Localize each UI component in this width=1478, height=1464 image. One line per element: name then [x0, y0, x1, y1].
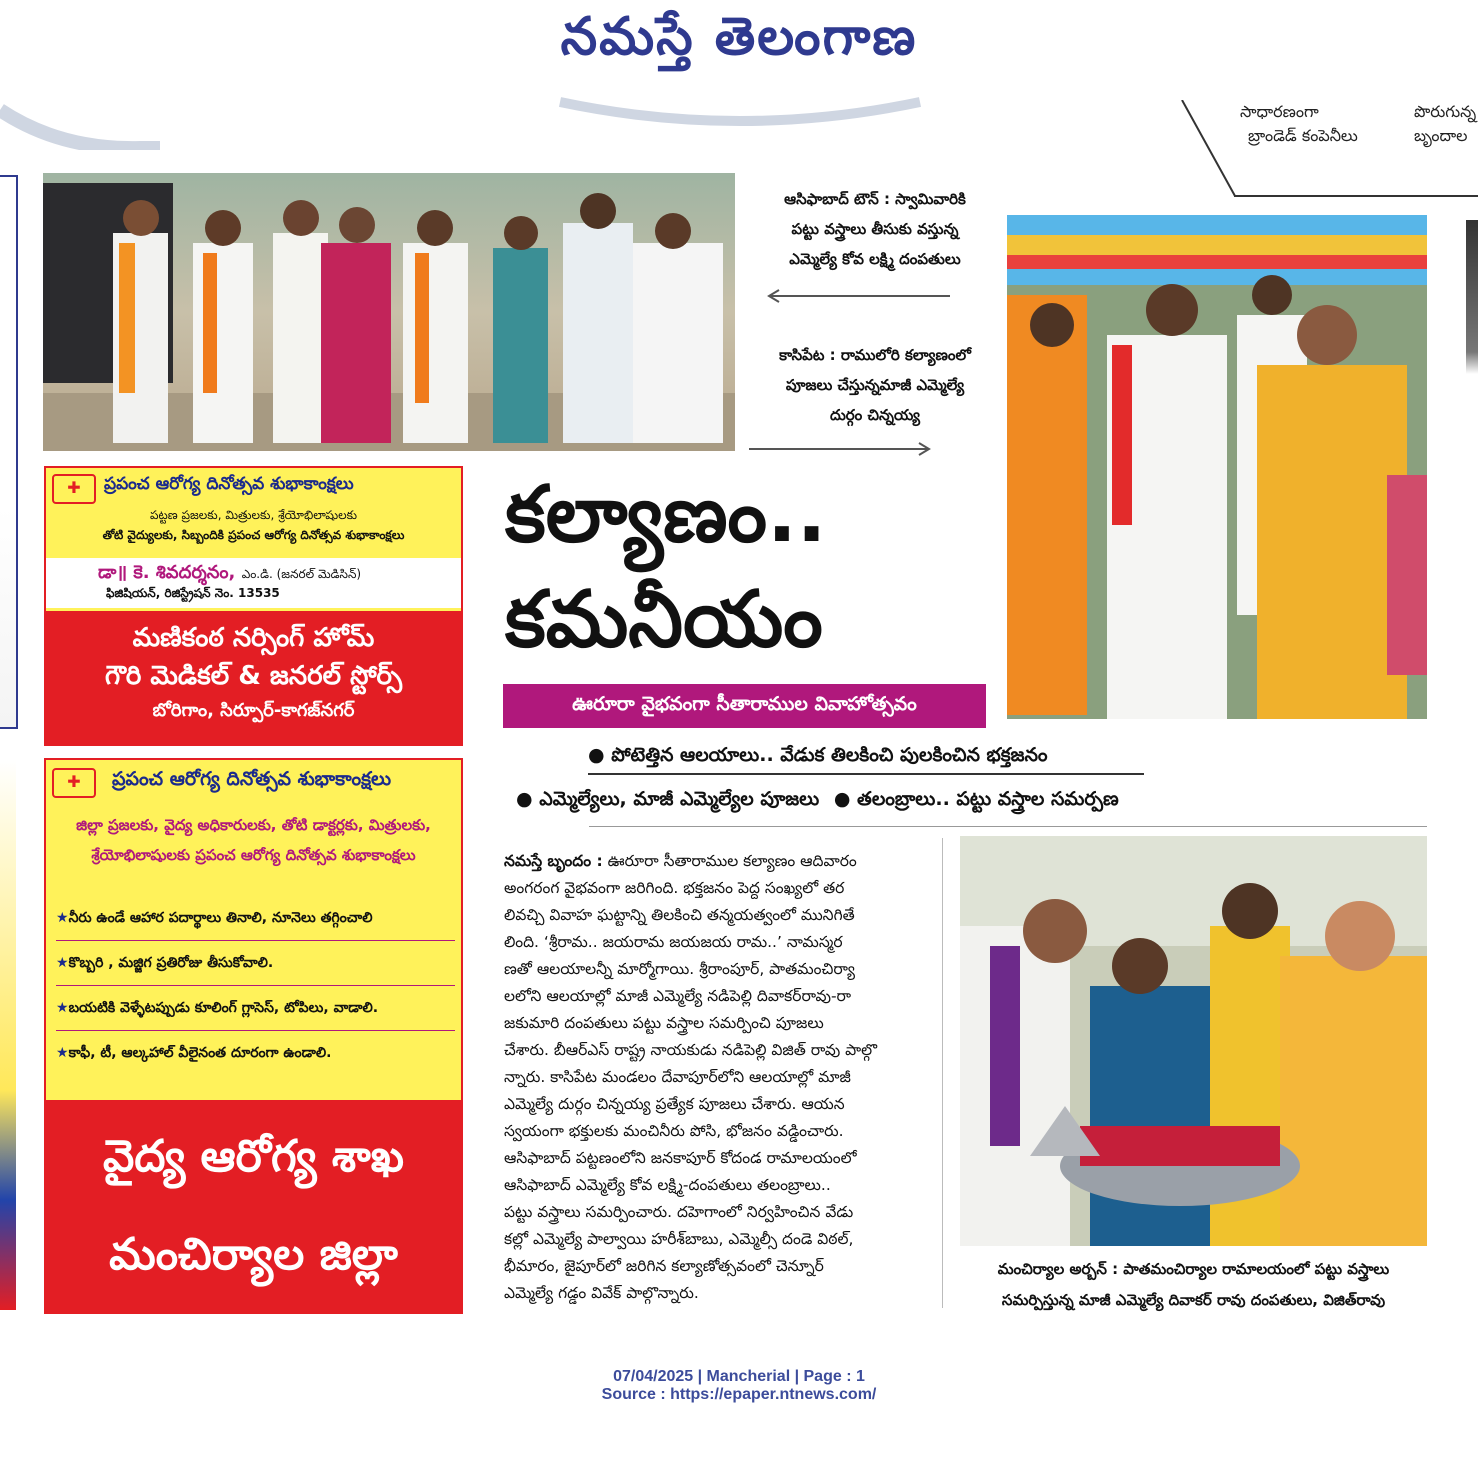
body-line: న్నారు. కాసిపేట మండలం దేవాపూర్‌లోని ఆలయాల్లో మాజీ	[504, 1068, 851, 1086]
story-body	[504, 848, 924, 1307]
district-name: మంచిర్యాల జిల్లా	[109, 1229, 398, 1280]
arrow-right-icon	[745, 441, 935, 457]
ad-yellow-panel	[46, 760, 461, 1100]
caption-line: కాసిపేట : రాములోరి కల్యాణంలో	[779, 346, 971, 364]
doctor-name	[98, 562, 361, 587]
tip-text: కొబ్బరి , మజ్జిగ ప్రతిరోజు తీసుకోవాలి.	[68, 955, 274, 971]
teaser-text: సాధారణంగా	[1240, 102, 1319, 121]
business-address: బోరిగాం, సిర్పూర్-కాగజ్‌నగర్	[152, 700, 355, 721]
caption-line: మంచిర్యాల అర్బన్ : పాతమంచిర్యాల రామాలయంలో పట్టు వస్త్రాలు	[997, 1260, 1390, 1278]
caption-kasipet	[745, 340, 1005, 430]
star-bullet-icon: ★	[56, 955, 69, 971]
photo-asifabad-procession	[43, 173, 735, 451]
caption-line: పట్టు వస్త్రాలు తీసుకు వస్తున్న	[791, 220, 959, 238]
adjacent-ad-fragment	[0, 175, 18, 729]
teaser-text: బృందాల	[1414, 126, 1468, 145]
teaser-column-2	[1414, 100, 1476, 148]
caption-line: సమర్పిస్తున్న మాజీ ఎమ్మెల్యే దివాకర్ రావు దంపతులు, విజిత్‌రావు	[1001, 1291, 1386, 1309]
star-bullet-icon: ★	[56, 1045, 69, 1061]
ad-red-panel	[46, 1100, 461, 1312]
tip-text: నీరు ఉండే ఆహార పదార్థాలు తినాలి, నూనెలు తగ్గించాలి	[68, 910, 373, 926]
doctor-degree: ఎం.డి. (జనరల్ మెడిసిన్)	[241, 567, 362, 581]
ad-health-department	[44, 758, 463, 1314]
ad-red-panel	[46, 611, 461, 744]
body-line: పట్టు వస్త్రాలు సమర్పించారు. దహెగాంలో నిర్వహించిన వేడు	[504, 1203, 854, 1221]
body-line: భీమారం, జైపూర్‌లో జరిగిన కల్యాణోత్సవంలో చెన్నూర్	[504, 1257, 824, 1275]
bullet-dot-icon: ●	[516, 788, 533, 810]
page-footer	[0, 1368, 1478, 1404]
photo-kasipet-puja	[1007, 215, 1427, 719]
teaser-bottom-rule	[1234, 195, 1478, 197]
body-line: లివచ్చి వివాహ ఘట్టాన్ని తిలకించి తన్మయత్వంలో మునిగితే	[504, 906, 855, 924]
department-name: వైద్య ఆరోగ్య శాఖ	[103, 1131, 404, 1182]
body-line	[504, 848, 924, 875]
caption-mancherial	[960, 1254, 1427, 1316]
bullet-dot-icon: ●	[588, 744, 605, 766]
ad-tips	[56, 896, 455, 1075]
medical-cross-icon: ✚	[52, 768, 96, 798]
body-line: ఎమ్మెల్యే గడ్డం వివేక్ పాల్గొన్నారు.	[504, 1284, 699, 1302]
caption-line: దుర్గం చిన్నయ్య	[830, 406, 920, 424]
ad-text: పట్టణ ప్రజలకు, మిత్రులకు, శ్రేయోభిలాషులకు	[149, 508, 358, 522]
doctor-name-text: డా॥ కె. శివదర్శనం,	[98, 562, 236, 583]
body-line: లింది. ‘శ్రీరామ.. జయరామ జయజయ రామ..’ నామస్మర	[504, 933, 843, 951]
body-line: కల్లో ఎమ్మెల్యే పాల్వాయి హరీశ్‌బాబు, ఎమ్మెల్సీ దండె విఠల్,	[504, 1230, 854, 1248]
body-text: ఊరూరా సీతారాముల కల్యాణం ఆదివారం	[607, 852, 857, 870]
medical-cross-icon: ✚	[52, 474, 96, 504]
ad-title: ప్రపంచ ఆరోగ్య దినోత్సవ శుభాకాంక్షలు	[104, 474, 354, 494]
bullet-text: ఎమ్మెల్యేలు, మాజీ ఎమ్మెల్యేల పూజలు	[539, 788, 820, 810]
ad-text: శ్రేయోభిలాషులకు ప్రపంచ ఆరోగ్య దినోత్సవ శుభాకాంక్షలు	[91, 846, 416, 864]
bullet-line-2	[516, 788, 1119, 815]
bullet-dot-icon: ●	[833, 788, 851, 810]
section-rule	[589, 826, 1427, 827]
body-line: స్వయంగా భక్తులకు మంచినీరు పోసి, భోజనం వడ్డించారు.	[504, 1122, 844, 1140]
ad-text: తోటి వైద్యులకు, సిబ్బందికి ప్రపంచ ఆరోగ్య దినోత్సవ శుభాకాంక్షలు	[102, 528, 405, 542]
ad-yellow-panel	[46, 468, 461, 611]
ad-greeting	[46, 810, 461, 870]
footer-source[interactable]: Source : https://epaper.ntnews.com/	[601, 1386, 877, 1403]
column-rule	[942, 838, 943, 1308]
body-line: ఎమ్మెల్యే దుర్గం చిన్నయ్య ప్రత్యేక పూజలు చేశారు. ఆయన	[504, 1095, 845, 1113]
caption-line: ఎమ్మెల్యే కోవ లక్ష్మి దంపతులు	[789, 250, 961, 268]
newspaper-title: నమస్తే తెలంగాణ	[560, 6, 918, 67]
bullet-text: పోటెత్తిన ఆలయాలు.. వేడుక తిలకించి పులకించిన భక్తజనం	[611, 744, 1048, 766]
body-line: చేశారు. బీఆర్ఎస్ రాష్ట్ర నాయకుడు నడిపెల్లి విజిత్ రావు పాల్గొ	[504, 1041, 878, 1059]
footer-edition: 07/04/2025 | Mancherial | Page : 1	[613, 1368, 865, 1385]
doctor-panel	[46, 558, 461, 608]
caption-line: ఆసిఫాబాద్ టౌన్ : స్వామివారికి	[784, 190, 966, 208]
star-bullet-icon: ★	[56, 1000, 69, 1016]
ad-doctor-greetings	[44, 466, 463, 746]
body-line: ఆసిఫాబాద్ ఎమ్మెల్యే కోవ లక్ష్మి-దంపతులు తలంబ్రాలు..	[504, 1176, 831, 1194]
body-line: ఆసిఫాబాద్ పట్టణంలోని జనకాపూర్ కోదండ రామాలయంలో	[504, 1149, 857, 1167]
bullet-line-1	[588, 744, 1048, 771]
caption-line: పూజలు చేస్తున్నమాజీ ఎమ్మెల్యే	[785, 376, 965, 394]
subheading-bar	[503, 684, 986, 728]
teaser-divider-line	[1180, 100, 1240, 200]
teaser-text: బ్రాండెడ్ కంపెనీలు	[1248, 126, 1358, 145]
ad-text: జిల్లా ప్రజలకు, వైద్య అధికారులకు, తోటి డాక్టర్లకు, మిత్రులకు,	[76, 816, 431, 834]
headline-line-1: కల్యాణం..	[505, 470, 827, 560]
doctor-registration: ఫిజిషియన్, రిజిస్ట్రేషన్ నెం. 13535	[106, 586, 280, 600]
bullet-underline	[588, 773, 1144, 775]
headline-line-2: కమనీయం	[505, 575, 823, 665]
star-bullet-icon: ★	[56, 910, 69, 926]
bullet-text: తలంబ్రాలు.. పట్టు వస్త్రాల సమర్పణ	[857, 788, 1119, 810]
arrow-left-icon	[765, 288, 955, 304]
teaser-text: పొరుగున్న	[1414, 102, 1477, 121]
tip-text: కాఫీ, టీ, ఆల్కహాల్ వీలైనంత దూరంగా ఉండాలి.	[68, 1045, 332, 1061]
body-line: లలోని ఆలయాల్లో మాజీ ఎమ్మెల్యే నడిపెల్లి దివాకర్‌రావు-రా	[504, 987, 852, 1005]
caption-asifabad	[745, 184, 1005, 274]
business-name: మణికంఠ నర్సింగ్ హోమ్	[132, 623, 375, 653]
story-byline: నమస్తే బృందం :	[504, 852, 603, 870]
body-line: జకుమారి దంపతులు పట్టు వస్త్రాల సమర్పించి పూజలు	[504, 1014, 824, 1032]
adjacent-column-fragment	[1466, 220, 1478, 1320]
teaser-column-1	[1240, 100, 1358, 148]
business-name: గౌరి మెడికల్ & జనరల్ స్టోర్స్	[104, 661, 403, 691]
body-line: అంగరంగ వైభవంగా జరిగింది. భక్తజనం పెద్ద సంఖ్యలో తర	[504, 879, 845, 897]
ad-title: ప్రపంచ ఆరోగ్య దినోత్సవ శుభాకాంక్షలు	[112, 768, 392, 790]
subheading-text: ఊరూరా వైభవంగా సీతారాముల వివాహోత్సవం	[572, 692, 917, 715]
adjacent-ad-fragment	[0, 760, 16, 1310]
photo-mancherial-temple	[960, 836, 1427, 1246]
tip-text: బయటికి వెళ్ళేటప్పుడు కూలింగ్ గ్లాసెస్, టోపిలు, వాడాలి.	[68, 1000, 379, 1016]
body-line: ణతో ఆలయాలన్నీ మార్మోగాయి. శ్రీరాంపూర్, పాతమంచిర్యా	[504, 960, 855, 978]
